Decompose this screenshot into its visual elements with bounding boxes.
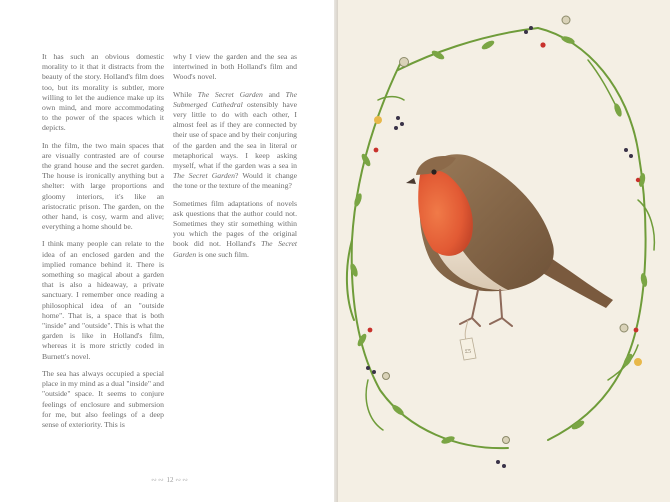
film-title: The Secret Garden [173,239,298,259]
text-span: and [262,89,286,99]
page-number-text: 12 [166,476,174,484]
book-title: The Secret Garden [197,89,263,99]
text-column-right [173,52,297,267]
page-number [120,476,220,484]
robin-bird [406,154,613,326]
paragraph: It has such an obvious domestic morality to it that it distracts from the beauty of the story. Holland's film does too, but its morality is subtler, more willing to let the audience make up its own mind, and more accommodating to the power of the spaces which it depicts. [42,52,164,133]
text-span: ostensibly have very little to do with each other, I almost feel as if they are connected by their use of space and by their conjuring of the garden and the sea in literal or metaphorical ways. I keep asking myself, what if the garden was a sea in [173,99,297,171]
paragraph [173,90,297,192]
book-title: The Secret Garden [173,171,235,181]
robin-illustration [338,0,670,502]
paragraph [173,199,297,260]
paragraph: The sea has always occupied a special place in my mind as a dual "inside" and "outside" space. It seems to conjure feelings of enclosure and submersion for me, but also feelings of a deep sense of exteriority. This is [42,368,164,429]
book-title: The Submerged Cathedral [173,89,297,109]
text-span: Sometimes film adaptations of novels ask questions that the author could not. Sometimes they stir something within you which the pages of the original book did not. Holland's [173,198,297,249]
price-tag-label: £5 [465,349,471,355]
text-span: While [173,89,198,99]
text-span: ? Would it change the tone or the texture of the meaning? [173,171,298,191]
page-ornament: ∾∾ [151,476,165,484]
page-ornament: ∾∾ [175,476,189,484]
text-column-left [42,52,164,437]
paragraph: why I view the garden and the sea as intertwined in both Holland's film and Wood's novel. [173,52,297,82]
paragraph: In the film, the two main spaces that are visually contrasted are of course the grand house and the secret garden. The house is ironically anything but a shelter: with large proportions and gloomy interiors, it's like an aristocratic prison. The garden, on the other hand, is cosy, warm and alive; everything a home should be. [42,140,164,232]
text-span: is one such film. [196,249,249,259]
price-tag-icon [460,320,476,360]
paragraph: I think many people can relate to the idea of an enclosed garden and the implied romance behind it. There is something so magical about a garden that is also a hideaway, a private sanctuary. I remember once reading a philosophical idea of an "outside home". That is, a space that is both "inside" and "outside". This is what the garden is like in Holland's film, whereas it is more strictly coded in Burnett's novel. [42,239,164,361]
